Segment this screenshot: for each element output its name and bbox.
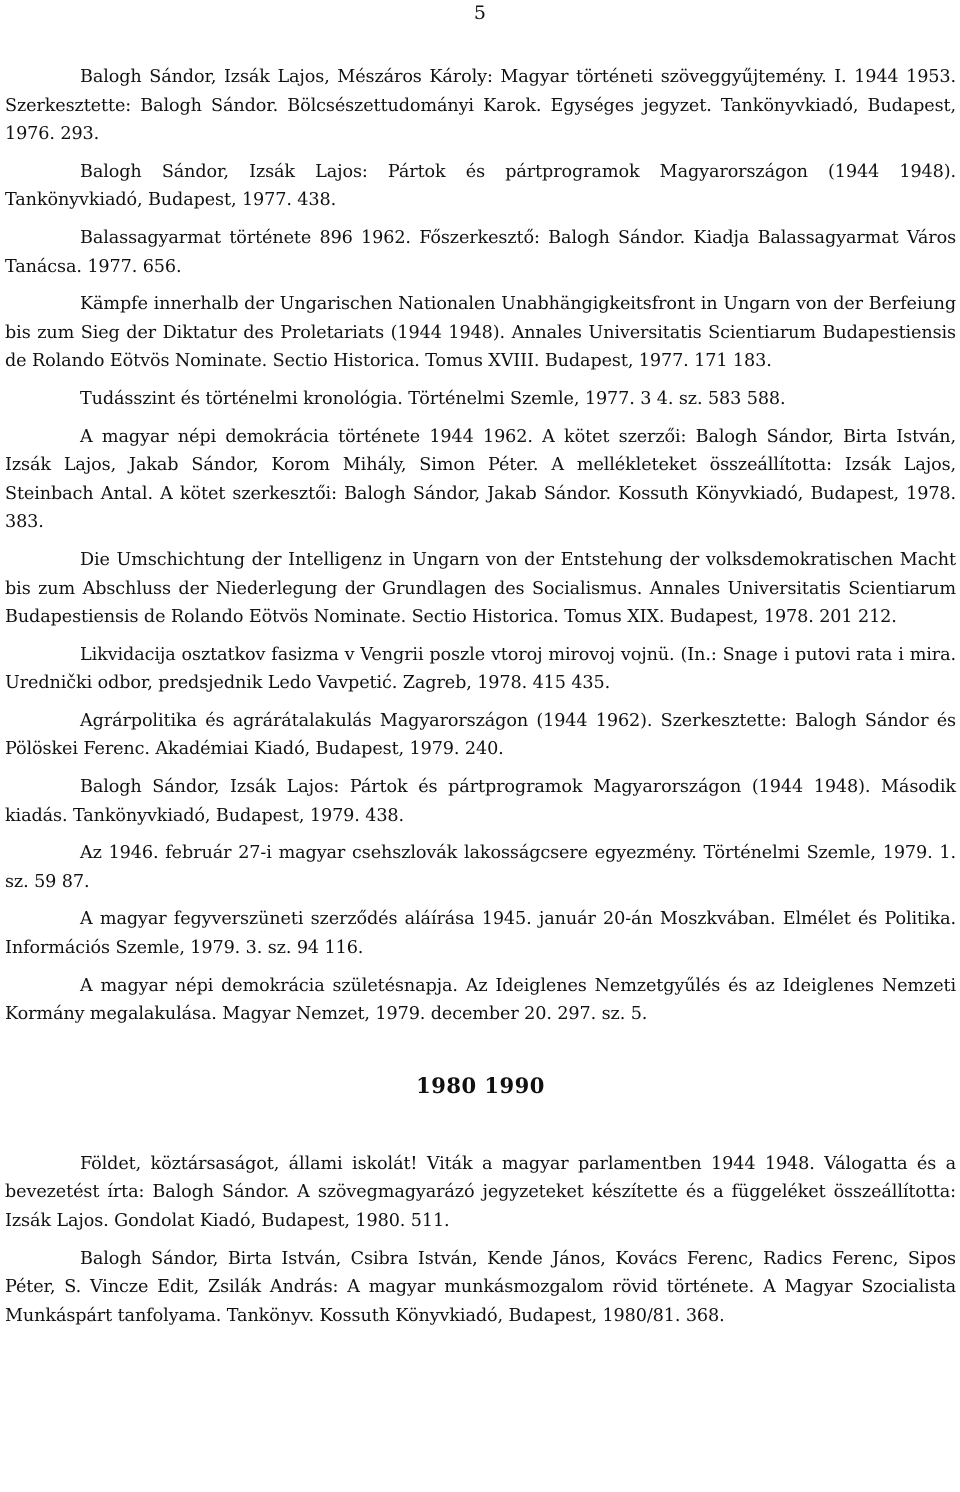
- bibliography-entry: Balogh Sándor, Izsák Lajos: Pártok és pártprogramok Magyarországon (1944 1948). Második kiadás. Tankönyvkiadó, Budapest, 1979. 438.: [5, 777, 956, 826]
- bibliography-list: [5, 63, 956, 1339]
- page-number: 5: [473, 2, 486, 24]
- bibliography-entry: Az 1946. február 27-i magyar csehszlovák lakosságcsere egyezmény. Történelmi Szemle, 1979. 1. sz. 59 87.: [5, 843, 956, 892]
- bibliography-entry: Die Umschichtung der Intelligenz in Ungarn von der Entstehung der volksdemokratischen Macht bis zum Abschluss der Niederlegung der Grundlagen des Socialismus. Annales Universitatis Scientiarum Budapestiensis de Rolando Eötvös Nominate. Sectio Historica. Tomus XIX. Budapest, 1978. 201 212.: [5, 549, 956, 628]
- bibliography-entry: A magyar fegyverszüneti szerződés aláírása 1945. január 20-án Moszkvában. Elmélet és Politika. Információs Szemle, 1979. 3. sz. 94 116.: [5, 909, 956, 959]
- bibliography-entry: A magyar népi demokrácia története 1944 1962. A kötet szerzői: Balogh Sándor, Birta István, Izsák Lajos, Jakab Sándor, Korom Mihály, Simon Péter. A mellékleteket összeállította: Izsák Lajos, Steinbach Antal. A kötet szerkesztői: Balogh Sándor, Jakab Sándor. Kossuth Könyvkiadó, Budapest, 1978. 383.: [5, 426, 956, 533]
- bibliography-entry: Balogh Sándor, Izsák Lajos: Pártok és pártprogramok Magyarországon (1944 1948). Tankönyvkiadó, Budapest, 1977. 438.: [5, 161, 956, 211]
- bibliography-entry: Likvidacija osztatkov fasizma v Vengrii poszle vtoroj mirovoj vojnü. (In.: Snage i putovi rata i mira. Urednički odbor, predsjednik Ledo Vavpetić. Zagreb, 1978. 415 435.: [5, 644, 956, 694]
- bibliography-entry: Kämpfe innerhalb der Ungarischen Nationalen Unabhängigkeitsfront in Ungarn von der Berfeiung bis zum Sieg der Diktatur des Proletariats (1944 1948). Annales Universitatis Scientiarum Budapestiensis de Rolando Eötvös Nominate. Sectio Historica. Tomus XVIII. Budapest, 1977. 171 183.: [5, 294, 956, 372]
- bibliography-entry: Agrárpolitika és agrárátalakulás Magyarországon (1944 1962). Szerkesztette: Balogh Sándor és Pölöskei Ferenc. Akadémiai Kiadó, Budapest, 1979. 240.: [5, 710, 956, 760]
- bibliography-entry: A magyar népi demokrácia születésnapja. Az Ideiglenes Nemzetgyűlés és az Ideiglenes Nemzeti Kormány megalakulása. Magyar Nemzet, 1979. december 20. 297. sz. 5.: [5, 975, 956, 1025]
- bibliography-entry: Balogh Sándor, Birta István, Csibra István, Kende János, Kovács Ferenc, Radics Ferenc, Sipos Péter, S. Vincze Edit, Zsilák András: A magyar munkásmozgalom rövid története. A Magyar Szocialista Munkáspárt tanfolyama. Tankönyv. Kossuth Könyvkiadó, Budapest, 1980/81. 368.: [5, 1248, 956, 1326]
- bibliography-entry: Balassagyarmat története 896 1962. Főszerkesztő: Balogh Sándor. Kiadja Balassagyarmat Város Tanácsa. 1977. 656.: [5, 227, 956, 277]
- bibliography-entry: Földet, köztársaságot, állami iskolát! Viták a magyar parlamentben 1944 1948. Válogatta és a bevezetést írta: Balogh Sándor. A szövegmagyarázó jegyzeteket készítette és a függeléket összeállította: Izsák Lajos. Gondolat Kiadó, Budapest, 1980. 511.: [5, 1153, 956, 1231]
- bibliography-entry: Balogh Sándor, Izsák Lajos, Mészáros Károly: Magyar történeti szöveggyűjtemény. I. 1944 1953. Szerkesztette: Balogh Sándor. Bölcsészettudományi Karok. Egységes jegyzet. Tankönyvkiadó, Budapest, 1976. 293.: [5, 67, 956, 145]
- section-heading: 1980 1990: [416, 1072, 545, 1098]
- bibliography-entry: Tudásszint és történelmi kronológia. Történelmi Szemle, 1977. 3 4. sz. 583 588.: [80, 388, 786, 409]
